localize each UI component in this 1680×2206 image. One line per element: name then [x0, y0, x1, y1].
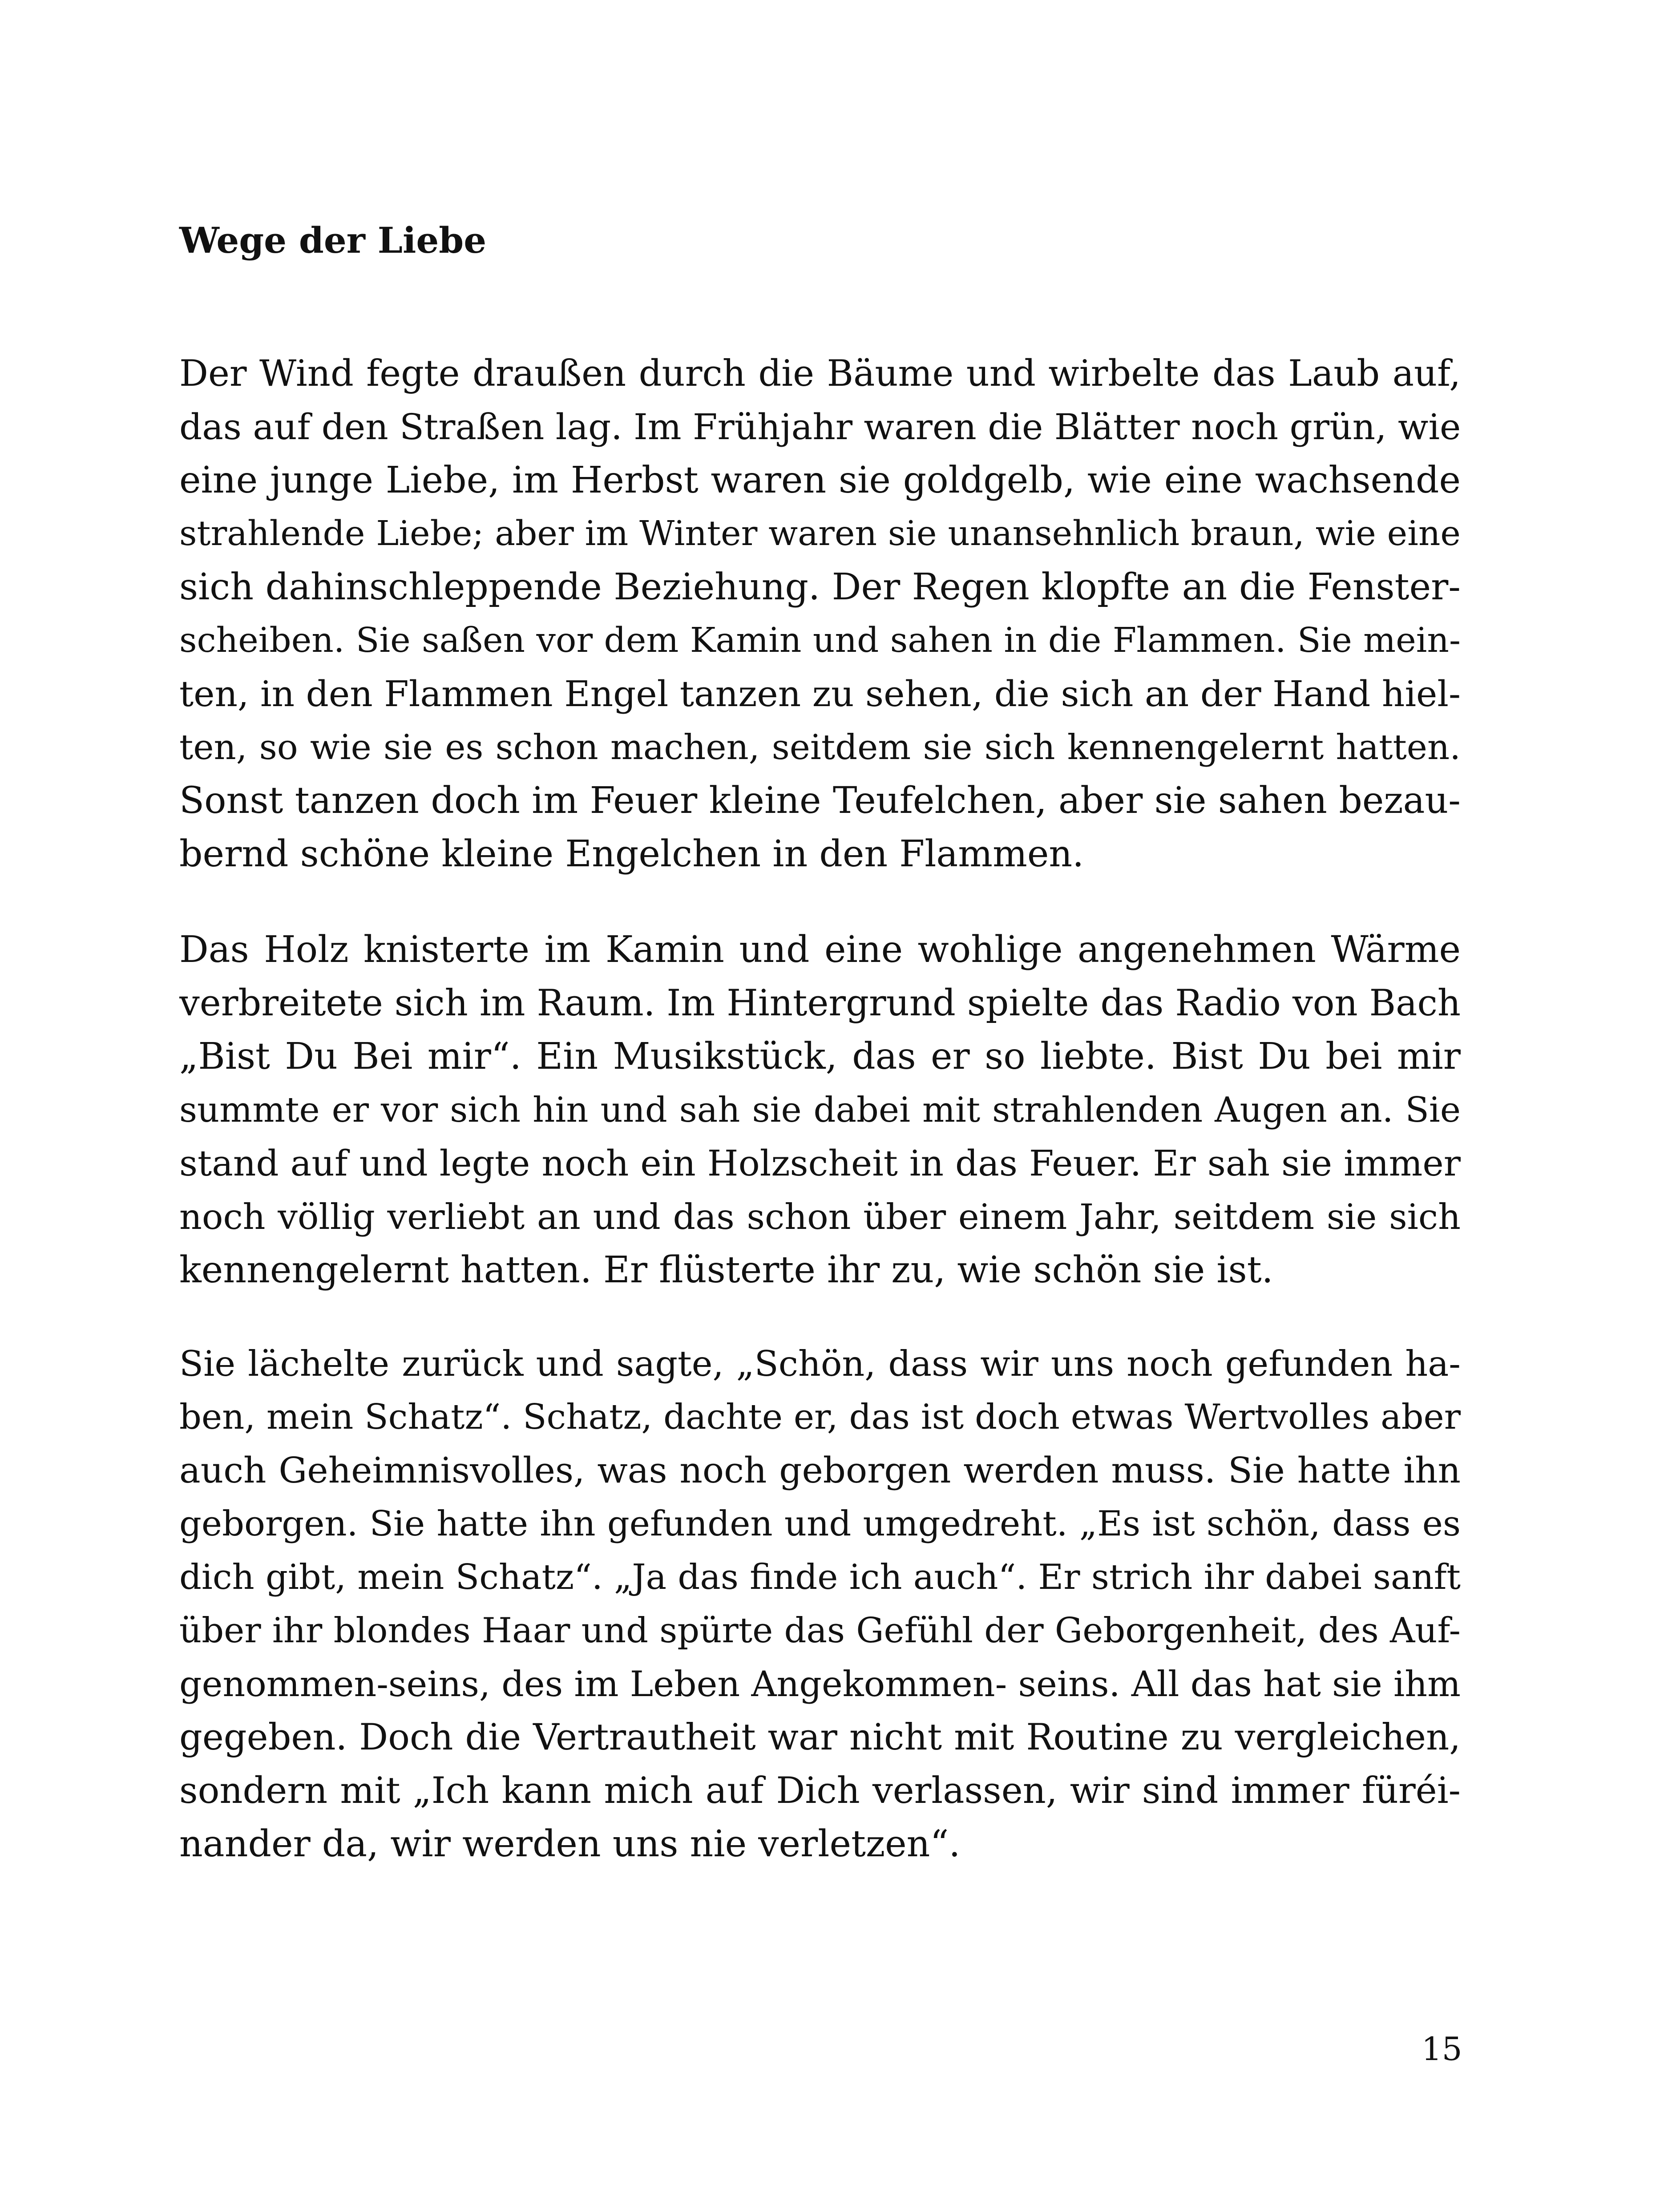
text-line: Sie lächelte zurück und sagte, „Schön, dass wir uns noch gefunden ha- — [179, 1343, 1461, 1384]
text-line: summte er vor sich hin und sah sie dabei mit strahlenden Augen an. Sie — [179, 1090, 1461, 1130]
text-line: eine junge Liebe, im Herbst waren sie goldgelb, wie eine wachsende — [179, 459, 1461, 501]
text-line: gegeben. Doch die Vertrautheit war nicht mit Routine zu vergleichen, — [179, 1717, 1461, 1758]
page-number: 15 — [1422, 2030, 1462, 2068]
text-line: strahlende Liebe; aber im Winter waren sie unansehnlich braun, wie eine — [179, 514, 1461, 554]
text-line: sondern mit „Ich kann mich auf Dich verlassen, wir sind immer füréi- — [179, 1770, 1461, 1812]
text-line: nander da, wir werden uns nie verletzen“. — [179, 1823, 961, 1865]
chapter-title: Wege der Liebe — [179, 219, 487, 261]
text-line: bernd schöne kleine Engelchen in den Flammen. — [179, 833, 1084, 875]
text-line: genommen-seins, des im Leben Angekommen- seins. All das hat sie ihm — [179, 1664, 1461, 1705]
text-line: über ihr blondes Haar und spürte das Gefühl der Geborgenheit, des Auf- — [179, 1611, 1461, 1651]
text-line: dich gibt, mein Schatz“. „Ja das finde ich auch“. Er strich ihr dabei sanft — [179, 1557, 1461, 1597]
text-line: sich dahinschleppende Beziehung. Der Regen klopfte an die Fenster- — [179, 566, 1461, 608]
text-line: noch völlig verliebt an und das schon über einem Jahr, seitdem sie sich — [179, 1196, 1461, 1237]
text-line: scheiben. Sie saßen vor dem Kamin und sahen in die Flammen. Sie mein- — [179, 621, 1461, 660]
text-line: geborgen. Sie hatte ihn gefunden und umgedreht. „Es ist schön, dass es — [179, 1504, 1461, 1544]
text-line: Das Holz knisterte im Kamin und eine wohlige angenehmen Wärme — [179, 929, 1461, 971]
text-line: „Bist Du Bei mir“. Ein Musikstück, das er so liebte. Bist Du bei mir — [179, 1035, 1461, 1078]
text-line: ten, in den Flammen Engel tanzen zu sehen, die sich an der Hand hiel- — [179, 673, 1461, 715]
text-line: ben, mein Schatz“. Schatz, dachte er, das ist doch etwas Wertvolles aber — [179, 1397, 1461, 1437]
text-line: stand auf und legte noch ein Holzscheit in das Feuer. Er sah sie immer — [179, 1143, 1461, 1184]
text-line: kennengelernt hatten. Er flüsterte ihr zu, wie schön sie ist. — [179, 1249, 1273, 1291]
text-line: verbreitete sich im Raum. Im Hintergrund spielte das Radio von Bach — [179, 982, 1461, 1024]
text-line: ten, so wie sie es schon machen, seitdem sie sich kennengelernt hatten. — [179, 727, 1461, 768]
text-line: auch Geheimnisvolles, was noch geborgen werden muss. Sie hatte ihn — [179, 1450, 1461, 1491]
text-line: Der Wind fegte draußen durch die Bäume und wirbelte das Laub auf, — [179, 353, 1461, 395]
text-line: das auf den Straßen lag. Im Frühjahr waren die Blätter noch grün, wie — [179, 406, 1461, 448]
text-line: Sonst tanzen doch im Feuer kleine Teufelchen, aber sie sahen bezau- — [179, 780, 1461, 822]
